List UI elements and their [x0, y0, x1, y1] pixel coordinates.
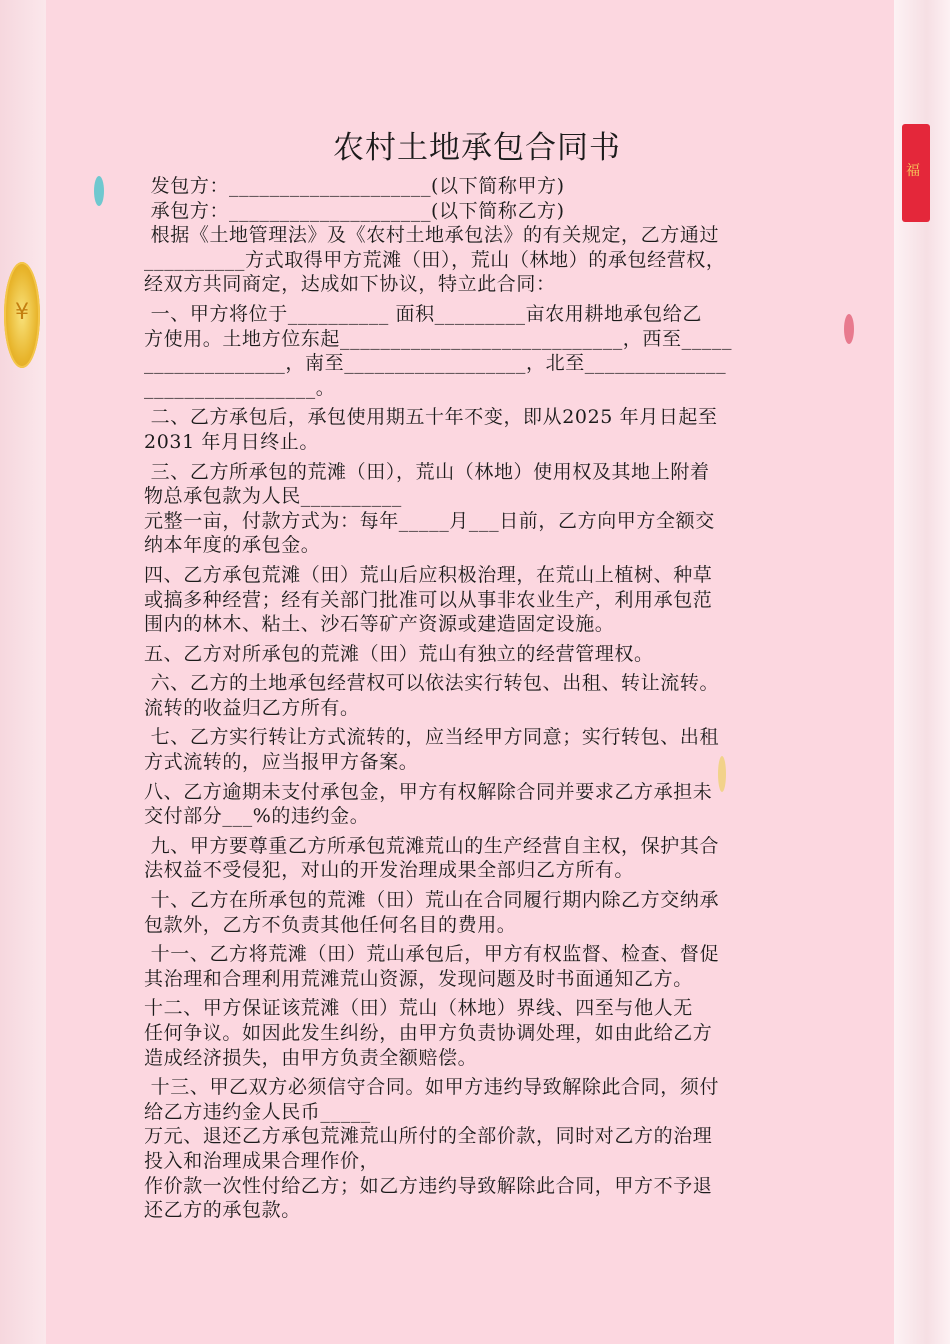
contract-line: 投入和治理成果合理作价，	[144, 1149, 380, 1172]
contract-line: __________方式取得甲方荒滩（田），荒山（林地）的承包经营权，	[144, 248, 726, 271]
gold-coin-icon: ¥	[4, 262, 40, 368]
contract-line: 纳本年度的承包金。	[144, 534, 321, 557]
contract-line: 十一、乙方将荒滩（田）荒山承包后，甲方有权监督、检查、督促	[144, 943, 720, 966]
contract-line: 九、甲方要尊重乙方所承包荒滩荒山的生产经营自主权，保护其合	[144, 834, 720, 857]
decorative-dot-icon	[844, 314, 854, 344]
contract-line: _________________。	[144, 376, 336, 399]
contract-line: 作价款一次性付给乙方；如乙方违约导致解除此合同，甲方不予退	[144, 1174, 713, 1197]
document-title: 农村土地承包合同书	[333, 130, 621, 166]
contract-line: 其治理和合理利用荒滩荒山资源，发现问题及时书面通知乙方。	[144, 967, 693, 990]
contract-line: 发包方：____________________(以下简称甲方)	[144, 175, 565, 197]
contract-line: 包款外，乙方不负责其他任何名目的费用。	[144, 913, 517, 936]
contract-line: 方使用。土地方位东起____________________________，西至_____	[144, 327, 733, 350]
contract-line: 八、乙方逾期未支付承包金，甲方有权解除合同并要求乙方承担未	[144, 780, 713, 803]
red-envelope-icon: 福	[902, 124, 930, 222]
contract-line: 七、乙方实行转让方式流转的，应当经甲方同意；实行转包、出租	[144, 726, 720, 749]
contract-line: 方式流转的，应当报甲方备案。	[144, 751, 419, 774]
contract-line: 万元、退还乙方承包荒滩荒山所付的全部价款，同时对乙方的治理	[144, 1125, 713, 1148]
contract-line: 2031 年月日终止。	[144, 430, 319, 453]
contract-line: 十二、甲方保证该荒滩（田）荒山（林地）界线、四至与他人无	[144, 997, 693, 1020]
contract-line: ______________，南至__________________，北至______________	[144, 352, 727, 375]
contract-line: 给乙方违约金人民币_____	[144, 1100, 371, 1123]
contract-line: 或搞多种经营；经有关部门批准可以从事非农业生产，利用承包范	[144, 588, 713, 611]
contract-line: 二、乙方承包后，承包使用期五十年不变，即从2025 年月日起至	[144, 406, 718, 429]
contract-line: 一、甲方将位于__________ 面积_________亩农用耕地承包给乙	[144, 302, 702, 325]
contract-line: 围内的林木、粘土、沙石等矿产资源或建造固定设施。	[144, 613, 615, 636]
contract-line: 法权益不受侵犯，对山的开发治理成果全部归乙方所有。	[144, 859, 635, 882]
contract-document	[144, 126, 810, 1223]
contract-line: 物总承包款为人民__________	[144, 485, 402, 508]
left-background-strip	[0, 0, 48, 1344]
contract-line: 经双方共同商定，达成如下协议，特立此合同：	[144, 273, 556, 296]
contract-line: 六、乙方的土地承包经营权可以依法实行转包、出租、转让流转。	[144, 672, 720, 695]
contract-line: 承包方：____________________(以下简称乙方)	[144, 199, 565, 222]
contract-line: 交付部分___%的违约金。	[144, 805, 370, 828]
contract-line: 四、乙方承包荒滩（田）荒山后应积极治理，在荒山上植树、种草	[144, 563, 713, 586]
contract-line: 元整一亩，付款方式为：每年_____月___日前，乙方向甲方全额交	[144, 509, 715, 532]
decorative-dot-icon	[94, 176, 104, 206]
contract-line: 三、乙方所承包的荒滩（田），荒山（林地）使用权及其地上附着	[144, 460, 710, 483]
contract-body	[144, 174, 810, 1223]
contract-line: 十、乙方在所承包的荒滩（田）荒山在合同履行期内除乙方交纳承	[144, 889, 720, 912]
contract-line: 造成经济损失，由甲方负责全额赔偿。	[144, 1046, 478, 1069]
contract-line: 任何争议。如因此发生纠纷，由甲方负责协调处理，如由此给乙方	[144, 1022, 713, 1044]
contract-line: 还乙方的承包款。	[144, 1199, 301, 1222]
contract-line: 五、乙方对所承包的荒滩（田）荒山有独立的经营管理权。	[144, 642, 654, 665]
contract-line: 流转的收益归乙方所有。	[144, 696, 360, 719]
contract-line: 十三、甲乙双方必须信守合同。如甲方违约导致解除此合同，须付	[144, 1076, 720, 1099]
contract-line: 根据《土地管理法》及《农村土地承包法》的有关规定，乙方通过	[144, 224, 720, 247]
